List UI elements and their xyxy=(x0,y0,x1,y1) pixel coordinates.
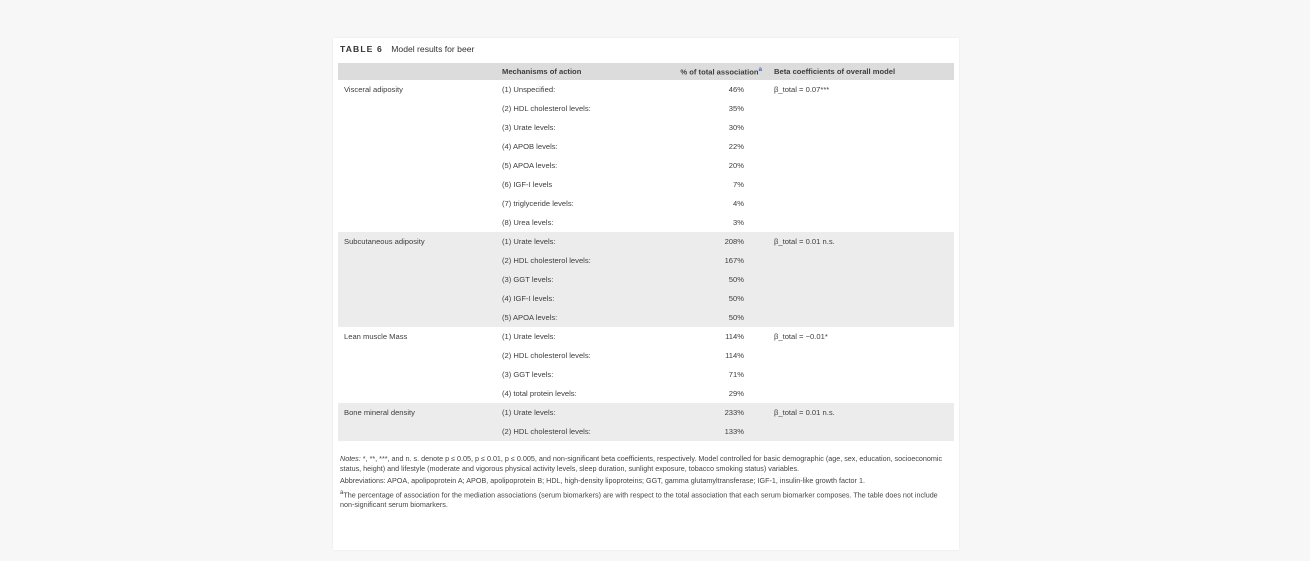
table-row xyxy=(338,251,954,270)
outcome-cell xyxy=(338,213,496,232)
percent-cell: 133% xyxy=(646,422,768,441)
table-row xyxy=(338,118,954,137)
table-row xyxy=(338,384,954,403)
percent-cell: 50% xyxy=(646,308,768,327)
beta-cell xyxy=(768,194,954,213)
beta-cell xyxy=(768,213,954,232)
beta-cell xyxy=(768,365,954,384)
mechanism-cell: (1) Unspecified: xyxy=(502,85,556,94)
beta-cell: β_total = −0.01* xyxy=(774,332,828,341)
header-percent-marker: a xyxy=(758,66,762,74)
beta-cell xyxy=(768,422,954,441)
beta-cell xyxy=(768,270,954,289)
beta-cell xyxy=(768,99,954,118)
mechanism-cell: (3) GGT levels: xyxy=(496,270,646,289)
table-row xyxy=(338,346,954,365)
table-header-row xyxy=(338,63,954,80)
outcome-cell xyxy=(338,289,496,308)
percent-cell: 233% xyxy=(646,403,768,422)
header-mechanism: Mechanisms of action xyxy=(496,63,646,80)
outcome-cell xyxy=(338,308,496,327)
mechanism-cell: (4) total protein levels: xyxy=(502,389,577,398)
beta-cell xyxy=(768,175,954,194)
table-row xyxy=(338,80,954,99)
beta-cell: β_total = 0.01 n.s. xyxy=(768,232,954,251)
mechanism-cell: (1) Urate levels: xyxy=(496,232,646,251)
header-outcome xyxy=(338,63,496,80)
mechanism-cell: (5) APOA levels: xyxy=(496,308,646,327)
table-row xyxy=(338,308,954,327)
table-row xyxy=(338,327,954,346)
outcome-cell xyxy=(338,156,496,175)
percent-cell: 20% xyxy=(728,161,744,170)
outcome-cell xyxy=(338,270,496,289)
beta-cell: β_total = 0.01 n.s. xyxy=(768,403,954,422)
percent-cell: 7% xyxy=(733,180,744,189)
outcome-cell xyxy=(338,175,496,194)
mechanism-cell: (5) APOA levels: xyxy=(502,161,558,170)
mechanism-cell: (3) GGT levels: xyxy=(502,370,554,379)
outcome-cell xyxy=(338,251,496,270)
table-row xyxy=(338,194,954,213)
percent-cell: 114% xyxy=(725,332,744,341)
mechanism-cell: (2) HDL cholesterol levels: xyxy=(496,251,646,270)
table-row xyxy=(338,175,954,194)
table-row xyxy=(338,156,954,175)
beta-cell xyxy=(768,251,954,270)
beta-cell xyxy=(768,384,954,403)
outcome-cell xyxy=(338,137,496,156)
results-table xyxy=(338,63,954,441)
abbreviations-paragraph: Abbreviations: APOA, apolipoprotein A; APOB, apolipoprotein B; HDL, high-density lipoproteins; GGT, gamma glutamyltransferase; IGF-1, insulin-like growth factor 1. xyxy=(340,476,865,486)
header-beta: Beta coefficients of overall model xyxy=(768,63,954,80)
outcome-cell xyxy=(338,346,496,365)
table-label: TABLE 6 xyxy=(340,44,383,54)
notes-paragraph xyxy=(340,454,954,473)
percent-cell: 46% xyxy=(728,85,744,94)
table-row xyxy=(338,232,954,251)
outcome-cell xyxy=(338,99,496,118)
percent-cell: 114% xyxy=(725,351,744,360)
beta-cell xyxy=(768,137,954,156)
outcome-cell xyxy=(338,365,496,384)
beta-cell xyxy=(768,346,954,365)
table-title: Model results for beer xyxy=(391,44,475,54)
mechanism-cell: (4) IGF-I levels: xyxy=(496,289,646,308)
header-percent xyxy=(646,63,768,80)
beta-cell xyxy=(768,118,954,137)
table-body xyxy=(338,80,954,441)
beta-cell xyxy=(768,308,954,327)
mechanism-cell: (8) Urea levels: xyxy=(502,218,554,227)
outcome-cell xyxy=(338,118,496,137)
percent-cell: 30% xyxy=(728,123,744,132)
percent-cell: 167% xyxy=(646,251,768,270)
outcome-cell xyxy=(338,422,496,441)
percent-cell: 50% xyxy=(646,289,768,308)
percent-cell: 3% xyxy=(733,218,744,227)
outcome-cell: Visceral adiposity xyxy=(344,85,403,94)
outcome-cell: Lean muscle Mass xyxy=(344,332,408,341)
footnote-paragraph xyxy=(340,489,954,510)
percent-cell: 29% xyxy=(728,389,744,398)
mechanism-cell: (2) HDL cholesterol levels: xyxy=(496,422,646,441)
table-row xyxy=(338,270,954,289)
table-page xyxy=(333,38,959,550)
table-row xyxy=(338,403,954,422)
mechanism-cell: (2) HDL cholesterol levels: xyxy=(502,104,591,113)
beta-cell xyxy=(768,156,954,175)
percent-cell: 208% xyxy=(646,232,768,251)
mechanism-cell: (6) IGF-I levels xyxy=(502,180,553,189)
header-percent-text: % of total association xyxy=(680,67,759,77)
outcome-cell: Bone mineral density xyxy=(338,403,496,422)
mechanism-cell: (2) HDL cholesterol levels: xyxy=(502,351,591,360)
outcome-cell: Subcutaneous adiposity xyxy=(338,232,496,251)
percent-cell: 71% xyxy=(728,370,744,379)
outcome-cell xyxy=(338,384,496,403)
table-row xyxy=(338,213,954,232)
table-row xyxy=(338,365,954,384)
mechanism-cell: (1) Urate levels: xyxy=(496,403,646,422)
outcome-cell xyxy=(338,194,496,213)
table-row xyxy=(338,99,954,118)
mechanism-cell: (7) triglyceride levels: xyxy=(502,199,574,208)
table-caption xyxy=(340,44,474,54)
mechanism-cell: (3) Urate levels: xyxy=(502,123,556,132)
percent-cell: 4% xyxy=(733,199,744,208)
notes-label: Notes: xyxy=(340,454,361,463)
percent-cell: 35% xyxy=(728,104,744,113)
beta-cell: β_total = 0.07*** xyxy=(774,85,830,94)
beta-cell xyxy=(768,289,954,308)
footnote-marker: a xyxy=(340,489,344,496)
table-row xyxy=(338,289,954,308)
notes-text: *, **, ***, and n. s. denote p ≤ 0.05, p ≤ 0.01, p ≤ 0.005, and non-significant beta coefficients, respectively. Model controlled for basic demographic (age, sex, education, socioeconomic status, height) and lifestyle (moderate and vigorous physical activity levels, sleep duration, sunlight exposure, tobacco smoking status) variables. xyxy=(340,454,943,473)
table-row xyxy=(338,422,954,441)
table-row xyxy=(338,137,954,156)
percent-cell: 22% xyxy=(728,142,744,151)
table-notes xyxy=(340,454,954,512)
footnote-text: The percentage of association for the mediation associations (serum biomarkers) are with respect to the total association that each serum biomarker composes. The table does not include non-significant serum biomarkers. xyxy=(340,490,938,509)
mechanism-cell: (1) Urate levels: xyxy=(502,332,556,341)
mechanism-cell: (4) APOB levels: xyxy=(502,142,558,151)
percent-cell: 50% xyxy=(646,270,768,289)
